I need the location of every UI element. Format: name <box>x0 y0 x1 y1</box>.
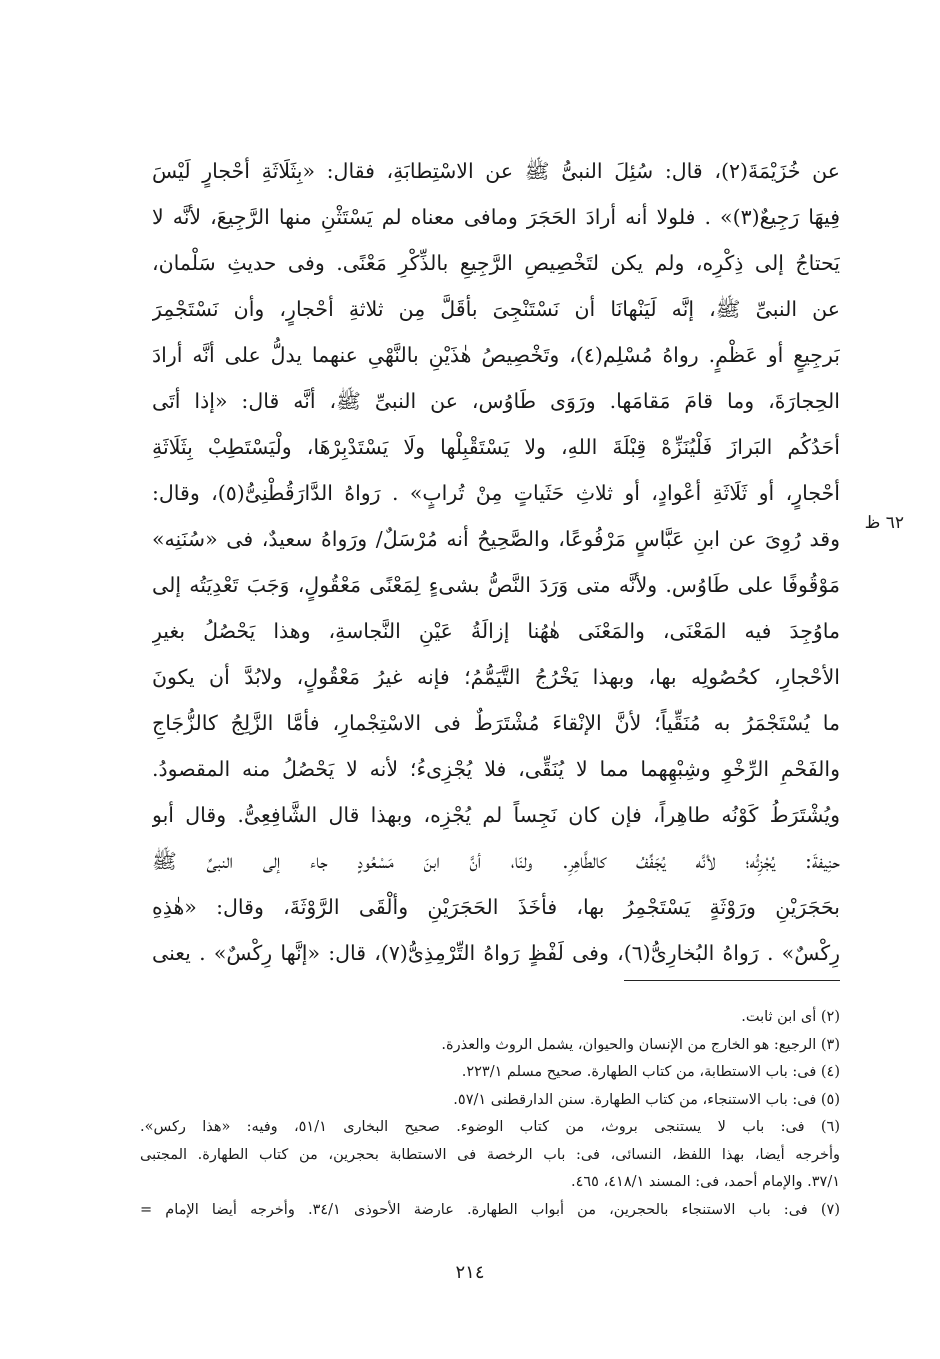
footnotes-block <box>140 1004 840 1224</box>
footnote-separator <box>624 980 840 981</box>
main-text-block <box>152 148 840 976</box>
text-line: رِكْسٌ» . رَواهُ البُخارِىُّ(٦)، وفى لَفْظٍ رَواهُ التِّرْمِذِىُّ(٧)، قال: «إنَّها رِكْسٌ» . يعنى <box>152 941 840 965</box>
text-line: ويُشْتَرَطُ كَوْنُه طاهِراً، فإن كان نَجِساً لم يُجْزِه، وبهذا قال الشَّافِعِىُّ. وقال أبو <box>152 803 840 827</box>
text-line: عن خُزَيْمَةَ(٢)، قال: سُئِلَ النبىُّ ﷺ عن الاسْتِطابَةِ، فقال: «بِثَلَاثَةِ أحْجارٍ لَيْسَ <box>152 159 840 183</box>
text-line: ما يُسْتَجْمَرُ به مُنَقِّياً؛ لأنَّ الإنْقاءَ مُشْتَرَطٌ فى الاسْتِجْمارِ، فأمَّا الزَّلِجُ كالزُّجَاجِ <box>152 711 840 735</box>
text-line: بَرجِيعٍ أو عَظْمٍ. رواهُ مُسْلِم(٤)، وتَخْصِيصُ هٰذَيْنِ بالنَّهْىِ عنهما يدلُّ على أنَّه أرادَ <box>152 343 840 367</box>
text-line: والفَحْمِ الرِّخْوِ وشِبْهِهما مما لا يُنَقِّى، فلا يُجْزِىءُ؛ لأنه لا يَحْصُلُ منه المقصودُ. <box>152 757 840 781</box>
text-line: الحِجارَةَ، وما قامَ مَقامَها. ورَوَى طَاوُس، عن النبىِّ ﷺ، أنَّه قال: «إذا أتَى <box>152 389 840 413</box>
text-line: وقد رُوِىَ عن ابنِ عَبَّاسٍ مَرْفُوعًا، والصَّحِيحُ أنه مُرْسَلٌ/ ورَواهُ سعيدٌ، فى «سُنَنِه» <box>152 527 840 551</box>
text-line: بحَجَرَيْنِ ورَوْثَةٍ يَسْتَجْمِرُ بها، فأخَذَ الحَجَرَيْنِ وألْقَى الرَّوْثَةَ، وقال: «هٰذِهِ <box>152 895 840 919</box>
manuscript-folio-note: ٦٢ ظ <box>864 513 904 533</box>
text-line: عن النبىِّ ﷺ، إنَّه لَيَنْهانَا أن نَسْتَنْجِىَ بأقَلَّ مِن ثلاثةِ أحْجارٍ، وأن نَسْتَجْمِرَ <box>152 297 840 321</box>
text-line: الأحْجارِ، كحُصُولِه بها، وبهذا يَخْرُجُ التَّيَمُّمُ؛ فإنه غيرُ مَعْقُولٍ، ولابُدَّ أن يكونَ <box>152 665 840 689</box>
page-number: ٢١٤ <box>455 1262 485 1283</box>
footnote-continuation: ٣٧/١. والإمام أحمد، فى: المسند ٤١٨/١، ٤٦٥. <box>570 1174 840 1190</box>
footnote: (٧) فى: باب الاستنجاء بالحجرين، من أبواب الطهارة. عارضة الأحوذى ٣٤/١. وأخرجه أيضا الإمام = <box>140 1201 840 1218</box>
footnote-continuation: وأخرجه أيضا، بهذا اللفظ، النسائى، فى: باب الرخصة فى الاستطابة بحجرين، من كتاب الطهارة. المجتبى <box>140 1146 840 1163</box>
text-line: أحْجارٍ، أو ثَلَاثَةِ أعْوادٍ، أو ثلاثِ حَثَياتٍ مِنْ تُرابٍ» . رَواهُ الدَّارَقُطْنِىُّ(٥)، وقال: <box>152 481 840 505</box>
text-line: يَحتاجُ إلى ذِكْرِه، ولم يكن لتَخْصِيصِ الرَّجِيعِ بالذِّكْرِ مَعْنًى. وفى حديثِ سَلْمان، <box>152 251 840 275</box>
text-line: مَوْقُوفًا على طَاوُس. ولأنَّه متى وَرَدَ النَّصُّ بشىءٍ لِمَعْنًى مَعْقُولٍ، وَجَبَ تَعْدِيَتُه إلى <box>152 573 840 597</box>
footnote: (٤) فى: باب الاستطابة، من كتاب الطهارة. صحيح مسلم ٢٢٣/١. <box>461 1064 840 1080</box>
footnote: (٥) فى: باب الاستنجاء، من كتاب الطهارة. سنن الدارقطنى ٥٧/١. <box>453 1091 840 1108</box>
footnote: (٦) فى: باب لا يستنجى بروث، من كتاب الوضوء. صحيح البخارى ٥١/١، وفيه: «هذا ركس». <box>140 1119 840 1135</box>
text-line: حنِيفةَ: يُجْزِئُه؛ لأنَّه يُجَفِّفُ كالطَّاهِرِ. ولنَا، أنَّ ابنَ مَسْعُودٍ جاء إلى النبىِّ ﷺ <box>152 849 840 873</box>
text-line: فِيهَا رَجِيعٌ(٣)» . فلولا أنه أرادَ الحَجَرَ ومافى معناه لم يَسْتَثْنِ منها الرَّجِيعَ، لأنَّه لا <box>152 205 840 229</box>
footnote: (٢) أى ابن ثابت. <box>741 1009 840 1025</box>
footnote: (٣) الرجيع: هو الخارج من الإنسان والحيوان، يشمل الروث والعذرة. <box>441 1036 840 1053</box>
text-line: ماوُجِدَ فيه المَعْنَى، والمَعْنَى هٰهُنا إزالَةُ عَيْنِ النَّجاسةِ، وهذا يَحْصُلُ بغيرِ <box>152 619 840 643</box>
text-line: أحَدُكُم البَرازَ فَلْيُنَزِّهْ قِبْلَةَ اللهِ، ولا يَسْتَقْبِلْها ولَا يَسْتَدْبِرْهَا، ولْيَسْتَطِبْ بِثَلَاثَةِ <box>152 435 840 459</box>
